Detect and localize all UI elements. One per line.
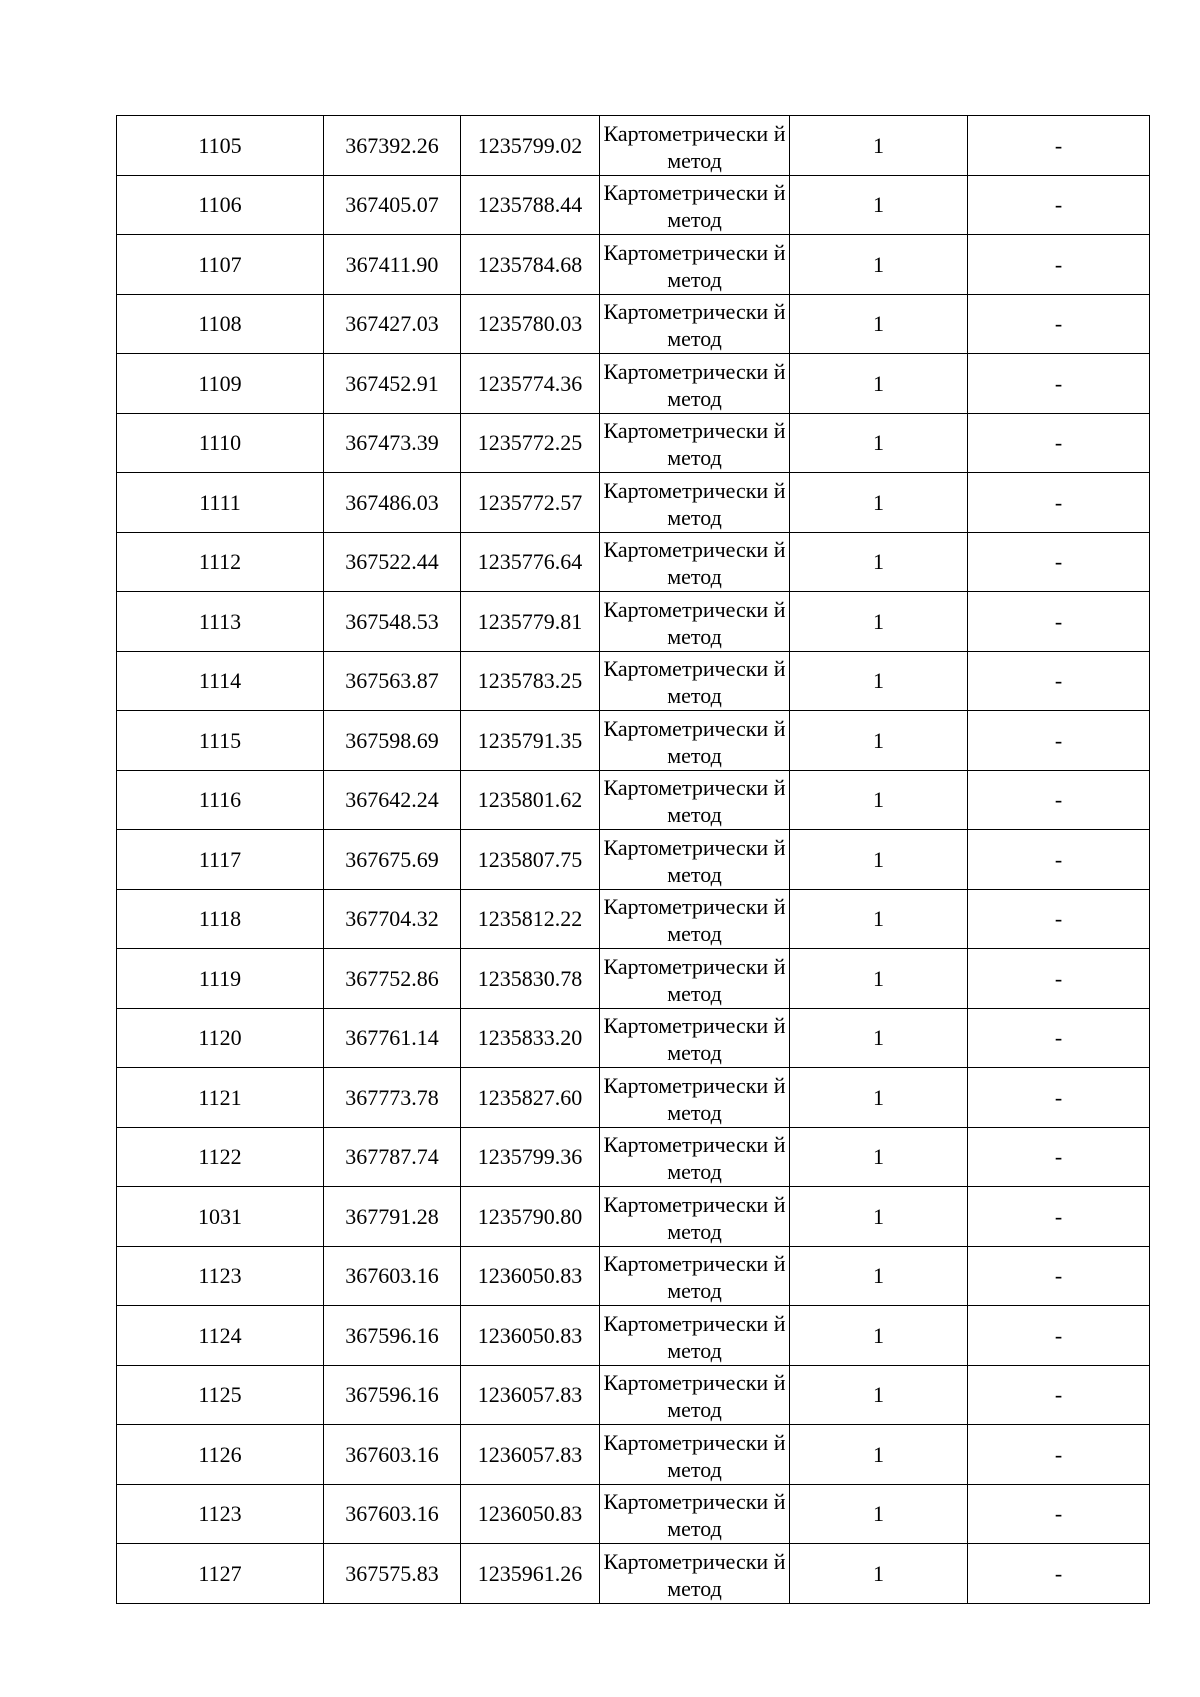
method-cell: Картометрически й метод [600,1008,790,1068]
x-coordinate-cell: 367563.87 [324,651,461,711]
y-coordinate-cell: 1235790.80 [461,1187,600,1247]
method-cell: Картометрически й метод [600,294,790,354]
table-row [117,116,1150,176]
table-row [117,889,1150,949]
method-cell: Картометрически й метод [600,413,790,473]
table-row [117,413,1150,473]
coordinates-table [116,115,1150,1604]
method-cell: Картометрически й метод [600,175,790,235]
table-row [117,651,1150,711]
point-number-cell: 1109 [117,354,324,414]
point-number-cell: 1110 [117,413,324,473]
x-coordinate-cell: 367704.32 [324,889,461,949]
method-cell: Картометрически й метод [600,1127,790,1187]
point-number-cell: 1127 [117,1544,324,1604]
x-coordinate-cell: 367596.16 [324,1365,461,1425]
table-row [117,1484,1150,1544]
accuracy-cell: 1 [790,1306,968,1366]
method-cell: Картометрически й метод [600,1187,790,1247]
table-row [117,770,1150,830]
point-number-cell: 1114 [117,651,324,711]
point-number-cell: 1120 [117,1008,324,1068]
accuracy-cell: 1 [790,770,968,830]
x-coordinate-cell: 367773.78 [324,1068,461,1128]
accuracy-cell: 1 [790,532,968,592]
accuracy-cell: 1 [790,1008,968,1068]
description-cell: - [968,1127,1150,1187]
description-cell: - [968,116,1150,176]
x-coordinate-cell: 367791.28 [324,1187,461,1247]
table-row [117,1544,1150,1604]
method-cell: Картометрически й метод [600,830,790,890]
accuracy-cell: 1 [790,889,968,949]
y-coordinate-cell: 1236057.83 [461,1365,600,1425]
point-number-cell: 1106 [117,175,324,235]
point-number-cell: 1125 [117,1365,324,1425]
method-cell: Картометрически й метод [600,1544,790,1604]
y-coordinate-cell: 1235830.78 [461,949,600,1009]
y-coordinate-cell: 1235799.36 [461,1127,600,1187]
point-number-cell: 1108 [117,294,324,354]
description-cell: - [968,1306,1150,1366]
description-cell: - [968,532,1150,592]
table-row [117,1068,1150,1128]
point-number-cell: 1113 [117,592,324,652]
x-coordinate-cell: 367427.03 [324,294,461,354]
x-coordinate-cell: 367598.69 [324,711,461,771]
accuracy-cell: 1 [790,830,968,890]
method-cell: Картометрически й метод [600,949,790,1009]
point-number-cell: 1111 [117,473,324,533]
description-cell: - [968,354,1150,414]
point-number-cell: 1119 [117,949,324,1009]
point-number-cell: 1122 [117,1127,324,1187]
point-number-cell: 1118 [117,889,324,949]
accuracy-cell: 1 [790,1246,968,1306]
accuracy-cell: 1 [790,1365,968,1425]
y-coordinate-cell: 1235783.25 [461,651,600,711]
point-number-cell: 1117 [117,830,324,890]
y-coordinate-cell: 1235780.03 [461,294,600,354]
point-number-cell: 1123 [117,1484,324,1544]
point-number-cell: 1121 [117,1068,324,1128]
table-row [117,532,1150,592]
y-coordinate-cell: 1235801.62 [461,770,600,830]
point-number-cell: 1115 [117,711,324,771]
y-coordinate-cell: 1236050.83 [461,1306,600,1366]
method-cell: Картометрически й метод [600,1425,790,1485]
method-cell: Картометрически й метод [600,235,790,295]
description-cell: - [968,830,1150,890]
method-cell: Картометрически й метод [600,116,790,176]
description-cell: - [968,1068,1150,1128]
y-coordinate-cell: 1235833.20 [461,1008,600,1068]
coordinates-table-body [117,116,1150,1604]
accuracy-cell: 1 [790,354,968,414]
method-cell: Картометрически й метод [600,889,790,949]
table-row [117,294,1150,354]
description-cell: - [968,592,1150,652]
point-number-cell: 1116 [117,770,324,830]
y-coordinate-cell: 1235776.64 [461,532,600,592]
description-cell: - [968,1425,1150,1485]
y-coordinate-cell: 1235961.26 [461,1544,600,1604]
point-number-cell: 1107 [117,235,324,295]
description-cell: - [968,1484,1150,1544]
accuracy-cell: 1 [790,413,968,473]
accuracy-cell: 1 [790,1127,968,1187]
table-row [117,592,1150,652]
x-coordinate-cell: 367486.03 [324,473,461,533]
description-cell: - [968,175,1150,235]
description-cell: - [968,1008,1150,1068]
x-coordinate-cell: 367596.16 [324,1306,461,1366]
x-coordinate-cell: 367675.69 [324,830,461,890]
x-coordinate-cell: 367522.44 [324,532,461,592]
method-cell: Картометрически й метод [600,1484,790,1544]
table-row [117,235,1150,295]
x-coordinate-cell: 367642.24 [324,770,461,830]
method-cell: Картометрически й метод [600,473,790,533]
description-cell: - [968,235,1150,295]
description-cell: - [968,1187,1150,1247]
description-cell: - [968,1246,1150,1306]
x-coordinate-cell: 367575.83 [324,1544,461,1604]
x-coordinate-cell: 367761.14 [324,1008,461,1068]
table-row [117,711,1150,771]
x-coordinate-cell: 367548.53 [324,592,461,652]
table-row [117,1127,1150,1187]
y-coordinate-cell: 1236057.83 [461,1425,600,1485]
accuracy-cell: 1 [790,711,968,771]
point-number-cell: 1105 [117,116,324,176]
accuracy-cell: 1 [790,1425,968,1485]
accuracy-cell: 1 [790,175,968,235]
method-cell: Картометрически й метод [600,354,790,414]
accuracy-cell: 1 [790,235,968,295]
y-coordinate-cell: 1235784.68 [461,235,600,295]
accuracy-cell: 1 [790,1187,968,1247]
x-coordinate-cell: 367405.07 [324,175,461,235]
accuracy-cell: 1 [790,473,968,533]
point-number-cell: 1123 [117,1246,324,1306]
point-number-cell: 1124 [117,1306,324,1366]
description-cell: - [968,1544,1150,1604]
method-cell: Картометрически й метод [600,592,790,652]
x-coordinate-cell: 367473.39 [324,413,461,473]
y-coordinate-cell: 1235799.02 [461,116,600,176]
table-row [117,1425,1150,1485]
description-cell: - [968,1365,1150,1425]
y-coordinate-cell: 1235812.22 [461,889,600,949]
accuracy-cell: 1 [790,294,968,354]
method-cell: Картометрически й метод [600,651,790,711]
y-coordinate-cell: 1236050.83 [461,1484,600,1544]
method-cell: Картометрически й метод [600,532,790,592]
table-row [117,354,1150,414]
table-row [117,1008,1150,1068]
method-cell: Картометрически й метод [600,770,790,830]
description-cell: - [968,294,1150,354]
accuracy-cell: 1 [790,1068,968,1128]
point-number-cell: 1112 [117,532,324,592]
y-coordinate-cell: 1235807.75 [461,830,600,890]
method-cell: Картометрически й метод [600,1068,790,1128]
point-number-cell: 1126 [117,1425,324,1485]
y-coordinate-cell: 1235772.57 [461,473,600,533]
method-cell: Картометрически й метод [600,711,790,771]
method-cell: Картометрически й метод [600,1365,790,1425]
table-row [117,1306,1150,1366]
table-row [117,949,1150,1009]
y-coordinate-cell: 1235788.44 [461,175,600,235]
accuracy-cell: 1 [790,592,968,652]
accuracy-cell: 1 [790,1484,968,1544]
x-coordinate-cell: 367603.16 [324,1425,461,1485]
x-coordinate-cell: 367452.91 [324,354,461,414]
y-coordinate-cell: 1235772.25 [461,413,600,473]
x-coordinate-cell: 367392.26 [324,116,461,176]
y-coordinate-cell: 1235774.36 [461,354,600,414]
accuracy-cell: 1 [790,651,968,711]
x-coordinate-cell: 367603.16 [324,1246,461,1306]
y-coordinate-cell: 1235827.60 [461,1068,600,1128]
description-cell: - [968,473,1150,533]
description-cell: - [968,770,1150,830]
point-number-cell: 1031 [117,1187,324,1247]
description-cell: - [968,949,1150,1009]
accuracy-cell: 1 [790,949,968,1009]
method-cell: Картометрически й метод [600,1246,790,1306]
y-coordinate-cell: 1236050.83 [461,1246,600,1306]
table-row [117,1246,1150,1306]
x-coordinate-cell: 367752.86 [324,949,461,1009]
x-coordinate-cell: 367411.90 [324,235,461,295]
accuracy-cell: 1 [790,116,968,176]
description-cell: - [968,651,1150,711]
description-cell: - [968,711,1150,771]
table-row [117,473,1150,533]
table-row [117,830,1150,890]
table-row [117,175,1150,235]
y-coordinate-cell: 1235779.81 [461,592,600,652]
table-row [117,1187,1150,1247]
accuracy-cell: 1 [790,1544,968,1604]
x-coordinate-cell: 367603.16 [324,1484,461,1544]
y-coordinate-cell: 1235791.35 [461,711,600,771]
method-cell: Картометрически й метод [600,1306,790,1366]
table-row [117,1365,1150,1425]
description-cell: - [968,889,1150,949]
description-cell: - [968,413,1150,473]
x-coordinate-cell: 367787.74 [324,1127,461,1187]
